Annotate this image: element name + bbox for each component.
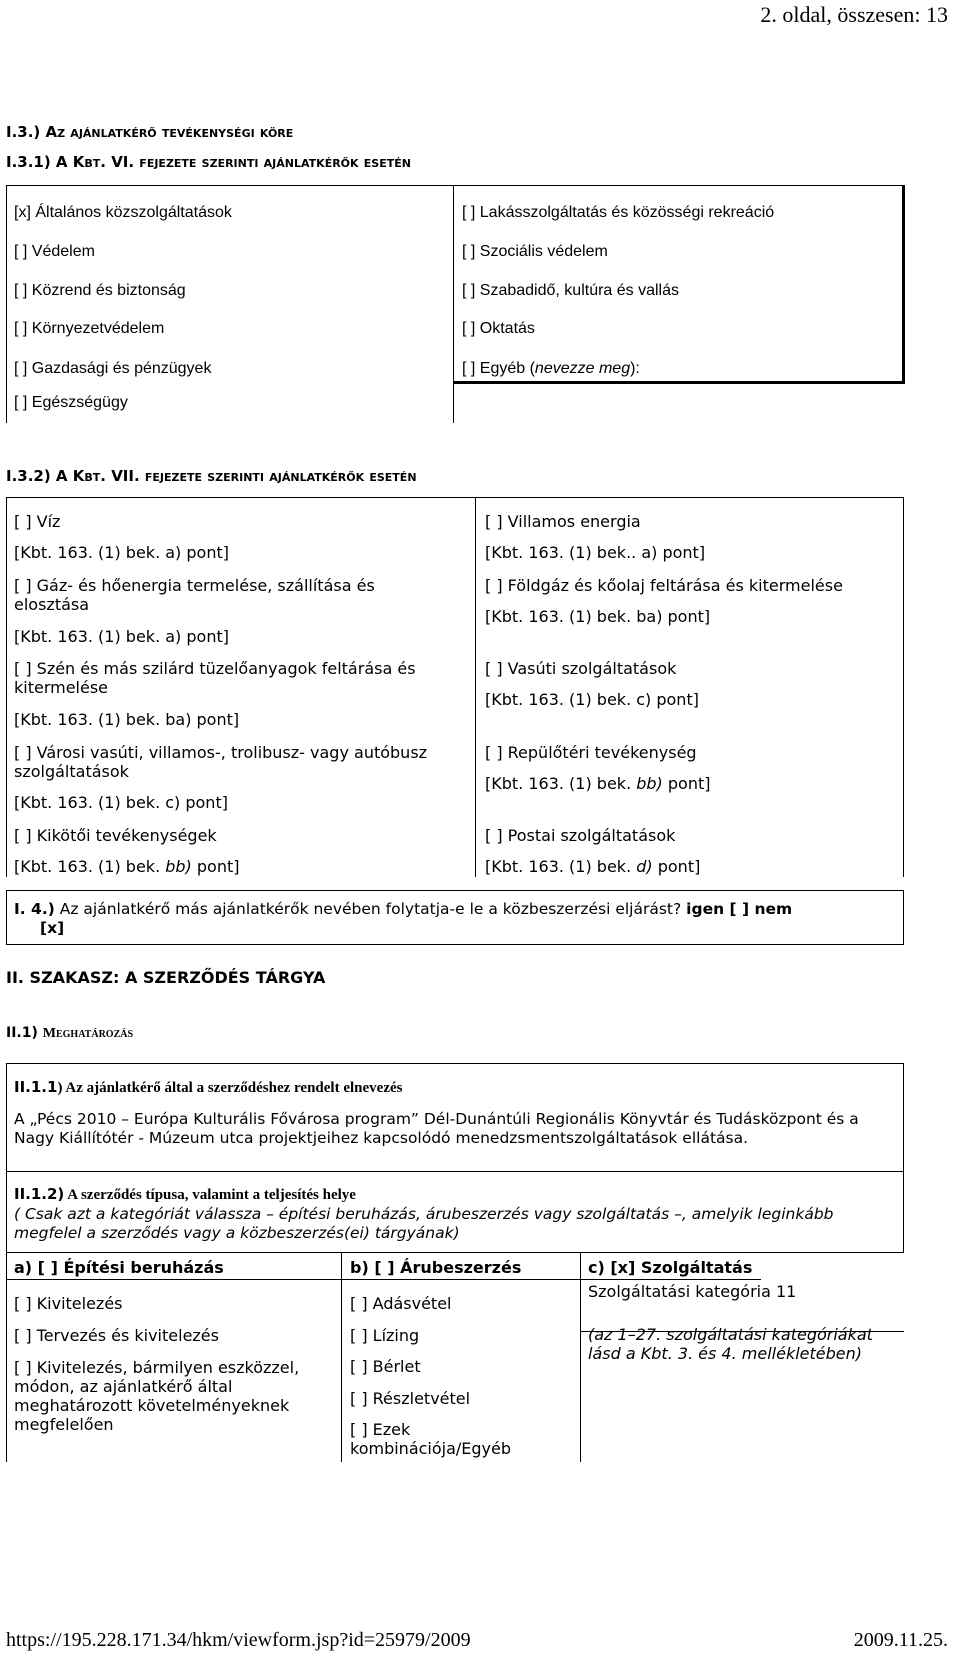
legal-reference: [Kbt. 163. (1) bek. bb) pont] xyxy=(14,857,240,876)
section-heading-i3: I.3.) Az ajánlatkérő tevékenységi köre xyxy=(6,123,294,141)
section-subheading-i32: I.3.2) A Kbt. VII. fejezete szerinti ajánlatkérők esetén xyxy=(6,467,417,485)
activity-option[interactable]: [x] Általános közszolgáltatások xyxy=(14,204,232,221)
activity-option[interactable]: [ ] Szabadidő, kultúra és vallás xyxy=(462,282,680,299)
divider xyxy=(6,944,904,945)
legal-reference: [Kbt. 163. (1) bek. c) pont] xyxy=(485,690,699,709)
divider xyxy=(6,1252,904,1253)
divider xyxy=(6,1063,7,1253)
divider xyxy=(453,381,905,384)
divider xyxy=(453,185,454,423)
contract-type-supplies[interactable]: b) [ ] Árubeszerzés xyxy=(350,1258,522,1277)
legal-reference: [Kbt. 163. (1) bek. d) pont] xyxy=(485,857,701,876)
divider xyxy=(7,1279,341,1280)
legal-reference: [Kbt. 163. (1) bek. c) pont] xyxy=(14,793,228,812)
divider xyxy=(902,185,905,384)
supplies-option[interactable]: [ ] Részletvétel xyxy=(350,1389,471,1408)
contract-name: A „Pécs 2010 – Európa Kulturális Fővárosa program” Dél-Dunántúli Regionális Könyvtár és Tudásközpont és a Nagy Kiállítótér - Múzeum utca projektjeihez kapcsolódó menedzsmentszolgáltatások ellátása. xyxy=(14,1110,859,1147)
supplies-option[interactable]: [ ] Bérlet xyxy=(350,1357,421,1376)
divider xyxy=(6,185,904,186)
contract-type-note: ( Csak azt a kategóriát válassza – építési beruházás, árubeszerzés vagy szolgáltatás –, amelyik leginkább megfelel a szerződés vagy a közbeszerzés(ei) tárgyának) xyxy=(14,1205,834,1242)
divider xyxy=(341,1252,342,1462)
activity-option[interactable]: [ ] Gazdasági és pénzügyek xyxy=(14,360,212,377)
page-number: 2. oldal, összesen: 13 xyxy=(760,2,948,27)
activity-option[interactable]: [ ] Környezetvédelem xyxy=(14,320,165,337)
activity-option[interactable]: [ ] Közrend és biztonság xyxy=(14,282,186,299)
divider xyxy=(475,497,476,877)
subsection-title-ii12: II.1.2) A szerződés típusa, valamint a teljesítés helye xyxy=(14,1185,356,1203)
footer-url: https://195.228.171.34/hkm/viewform.jsp?id=25979/2009 xyxy=(6,1629,471,1651)
works-option[interactable]: [ ] Tervezés és kivitelezés xyxy=(14,1326,219,1345)
sector-option[interactable]: [ ] Postai szolgáltatások xyxy=(485,826,676,845)
legal-reference: [Kbt. 163. (1) bek. ba) pont] xyxy=(485,607,711,626)
section-i4: I. 4.) Az ajánlatkérő más ajánlatkérők nevében folytatja-e le a közbeszerzési eljárást? igen [ ] nem [x] xyxy=(14,900,793,937)
sector-option[interactable]: [ ] Villamos energia xyxy=(485,512,641,531)
subsection-title-ii11: II.1.1) Az ajánlatkérő által a szerződéshez rendelt elnevezés xyxy=(14,1078,403,1096)
legal-reference: [Kbt. 163. (1) bek. ba) pont] xyxy=(14,710,240,729)
legal-reference: [Kbt. 163. (1) bek. a) pont] xyxy=(14,627,229,646)
supplies-option[interactable]: [ ] Adásvétel xyxy=(350,1294,452,1313)
activity-option[interactable]: [ ] Egészségügy xyxy=(14,394,128,411)
sector-option[interactable]: [ ] Repülőtéri tevékenység xyxy=(485,743,697,762)
sector-option[interactable]: [ ] Szén és más szilárd tüzelőanyagok feltárása és kitermelése xyxy=(14,659,416,697)
works-option[interactable]: [ ] Kivitelezés xyxy=(14,1294,123,1313)
divider xyxy=(580,1252,581,1462)
sector-option[interactable]: [ ] Víz xyxy=(14,512,61,531)
contract-type-works[interactable]: a) [ ] Építési beruházás xyxy=(14,1258,224,1277)
divider xyxy=(342,1279,580,1280)
service-category-note: (az 1–27. szolgáltatási kategóriákat lásd a Kbt. 3. és 4. mellékletében) xyxy=(588,1325,873,1363)
footer-date: 2009.11.25. xyxy=(853,1629,948,1651)
divider xyxy=(581,1279,761,1280)
divider xyxy=(6,890,904,891)
service-category: Szolgáltatási kategória 11 xyxy=(588,1282,797,1301)
works-option[interactable]: [ ] Kivitelezés, bármilyen eszközzel, módon, az ajánlatkérő által meghatározott követelményeknek megfelelően xyxy=(14,1358,300,1434)
divider xyxy=(903,497,904,877)
activity-option[interactable]: [ ] Védelem xyxy=(14,243,95,260)
divider xyxy=(6,185,7,423)
sector-option[interactable]: [ ] Földgáz és kőolaj feltárása és kitermelése xyxy=(485,576,843,595)
sector-option[interactable]: [ ] Vasúti szolgáltatások xyxy=(485,659,677,678)
section-subheading-ii1: II.1) Meghatározás xyxy=(6,1025,134,1041)
section-heading-ii: II. SZAKASZ: A SZERZŐDÉS TÁRGYA xyxy=(6,968,326,987)
supplies-option[interactable]: [ ] Ezek kombinációja/Egyéb xyxy=(350,1420,512,1458)
divider xyxy=(6,497,904,498)
legal-reference: [Kbt. 163. (1) bek. a) pont] xyxy=(14,543,229,562)
activity-option[interactable]: [ ] Lakásszolgáltatás és közösségi rekreáció xyxy=(462,204,775,221)
divider xyxy=(6,1063,904,1064)
divider xyxy=(6,497,7,877)
sector-option[interactable]: [ ] Kikötői tevékenységek xyxy=(14,826,217,845)
activity-option-other[interactable]: [ ] Egyéb (nevezze meg): xyxy=(462,360,640,377)
activity-option[interactable]: [ ] Oktatás xyxy=(462,320,535,337)
divider xyxy=(903,890,904,945)
activity-option[interactable]: [ ] Szociális védelem xyxy=(462,243,608,260)
divider xyxy=(6,1252,7,1462)
sector-option[interactable]: [ ] Városi vasúti, villamos-, trolibusz- vagy autóbusz szolgáltatások xyxy=(14,743,428,781)
section-subheading-i31: I.3.1) A Kbt. VI. fejezete szerinti ajánlatkérők esetén xyxy=(6,153,411,171)
divider xyxy=(6,1171,904,1172)
contract-type-services[interactable]: c) [x] Szolgáltatás xyxy=(588,1258,753,1277)
sector-option[interactable]: [ ] Gáz- és hőenergia termelése, szállítása és elosztása xyxy=(14,576,375,614)
legal-reference: [Kbt. 163. (1) bek.. a) pont] xyxy=(485,543,706,562)
divider xyxy=(6,890,7,945)
supplies-option[interactable]: [ ] Lízing xyxy=(350,1326,420,1345)
divider xyxy=(903,1063,904,1253)
legal-reference: [Kbt. 163. (1) bek. bb) pont] xyxy=(485,774,711,793)
